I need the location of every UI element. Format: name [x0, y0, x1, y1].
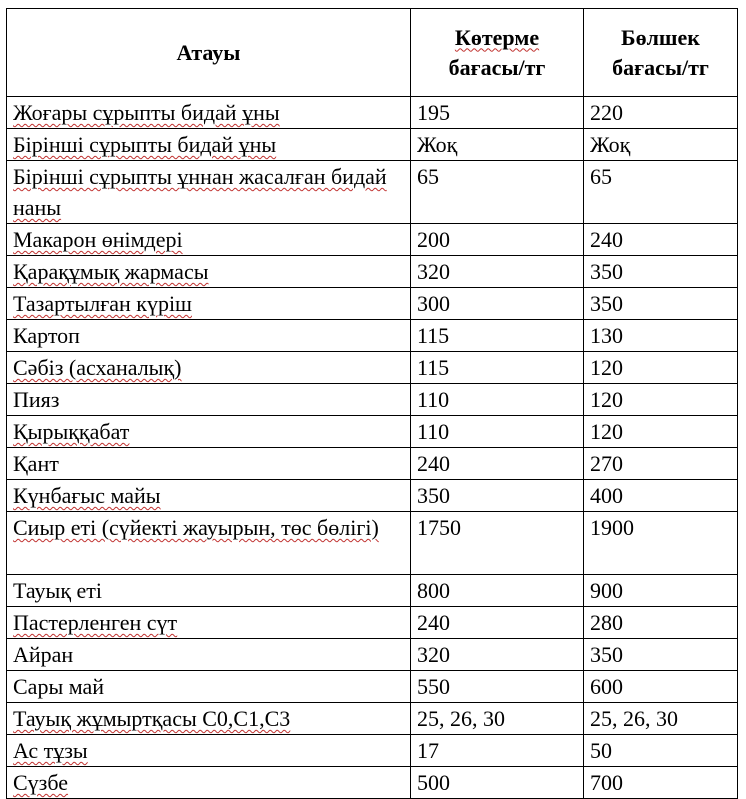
wholesale-price-cell: Жоқ: [411, 129, 584, 161]
price-table: [6, 8, 738, 799]
retail-price-cell: 280: [584, 607, 738, 639]
table-row: [7, 384, 738, 416]
product-name-cell: Сиыр еті (сүйекті жауырын, төс бөлігі): [7, 512, 411, 575]
table-row: [7, 352, 738, 384]
table-row: [7, 256, 738, 288]
product-name-cell: Макарон өнімдері: [7, 224, 411, 256]
product-name-cell: Сары май: [7, 671, 411, 703]
wholesale-price-cell: 115: [411, 320, 584, 352]
retail-price-cell: 220: [584, 97, 738, 129]
table-row: [7, 671, 738, 703]
retail-price-cell: 350: [584, 639, 738, 671]
header-retail: [584, 9, 738, 97]
retail-price-cell: 350: [584, 256, 738, 288]
retail-price-cell: 50: [584, 735, 738, 767]
product-name-cell: Сәбіз (асханалық): [7, 352, 411, 384]
header-retail-line1: Бөлшек: [621, 24, 700, 50]
table-row: [7, 607, 738, 639]
wholesale-price-cell: 200: [411, 224, 584, 256]
table-row: [7, 639, 738, 671]
header-name: Атауы: [7, 9, 411, 97]
wholesale-price-cell: 350: [411, 480, 584, 512]
wholesale-price-cell: 195: [411, 97, 584, 129]
retail-price-cell: 350: [584, 288, 738, 320]
wholesale-price-cell: 110: [411, 384, 584, 416]
retail-price-cell: 600: [584, 671, 738, 703]
product-name-cell: Пастерленген сүт: [7, 607, 411, 639]
retail-price-cell: 700: [584, 767, 738, 799]
retail-price-cell: 130: [584, 320, 738, 352]
wholesale-price-cell: 320: [411, 639, 584, 671]
product-name-cell: Айран: [7, 639, 411, 671]
wholesale-price-cell: 240: [411, 448, 584, 480]
wholesale-price-cell: 300: [411, 288, 584, 320]
product-name-cell: Картоп: [7, 320, 411, 352]
table-row: [7, 161, 738, 224]
wholesale-price-cell: 110: [411, 416, 584, 448]
retail-price-cell: 270: [584, 448, 738, 480]
header-wholesale-line2: бағасы/тг: [448, 54, 546, 80]
table-row: [7, 320, 738, 352]
retail-price-cell: 120: [584, 384, 738, 416]
table-row: [7, 288, 738, 320]
product-name-cell: Қант: [7, 448, 411, 480]
retail-price-cell: 120: [584, 352, 738, 384]
table-row: [7, 512, 738, 575]
table-row: [7, 416, 738, 448]
wholesale-price-cell: 240: [411, 607, 584, 639]
table-row: [7, 575, 738, 607]
table-row: [7, 703, 738, 735]
header-row: [7, 9, 738, 97]
header-retail-line2: бағасы/тг: [612, 54, 709, 80]
product-name-cell: Ас тұзы: [7, 735, 411, 767]
product-name-cell: Қарақұмық жармасы: [7, 256, 411, 288]
product-name-cell: Тазартылған күріш: [7, 288, 411, 320]
wholesale-price-cell: 65: [411, 161, 584, 224]
wholesale-price-cell: 25, 26, 30: [411, 703, 584, 735]
wholesale-price-cell: 550: [411, 671, 584, 703]
table-row: [7, 129, 738, 161]
table-row: [7, 735, 738, 767]
retail-price-cell: Жоқ: [584, 129, 738, 161]
wholesale-price-cell: 1750: [411, 512, 584, 575]
table-row: [7, 224, 738, 256]
table-body: [7, 97, 738, 799]
price-table-container: [6, 8, 738, 799]
wholesale-price-cell: 115: [411, 352, 584, 384]
header-wholesale-line1: Көтерме: [454, 24, 540, 50]
retail-price-cell: 65: [584, 161, 738, 224]
wholesale-price-cell: 17: [411, 735, 584, 767]
retail-price-cell: 900: [584, 575, 738, 607]
wholesale-price-cell: 500: [411, 767, 584, 799]
header-wholesale: [411, 9, 584, 97]
retail-price-cell: 240: [584, 224, 738, 256]
retail-price-cell: 120: [584, 416, 738, 448]
wholesale-price-cell: 320: [411, 256, 584, 288]
product-name-cell: Бірінші сұрыпты ұннан жасалған бидай наны: [7, 161, 411, 224]
retail-price-cell: 1900: [584, 512, 738, 575]
product-name-cell: Күнбағыс майы: [7, 480, 411, 512]
product-name-cell: Пияз: [7, 384, 411, 416]
product-name-cell: Тауық жұмыртқасы С0,С1,С3: [7, 703, 411, 735]
product-name-cell: Сүзбе: [7, 767, 411, 799]
product-name-cell: Тауық еті: [7, 575, 411, 607]
product-name-cell: Жоғары сұрыпты бидай ұны: [7, 97, 411, 129]
product-name-cell: Қырыққабат: [7, 416, 411, 448]
table-row: [7, 767, 738, 799]
table-row: [7, 448, 738, 480]
retail-price-cell: 400: [584, 480, 738, 512]
wholesale-price-cell: 800: [411, 575, 584, 607]
retail-price-cell: 25, 26, 30: [584, 703, 738, 735]
product-name-cell: Бірінші сұрыпты бидай ұны: [7, 129, 411, 161]
table-row: [7, 97, 738, 129]
table-row: [7, 480, 738, 512]
